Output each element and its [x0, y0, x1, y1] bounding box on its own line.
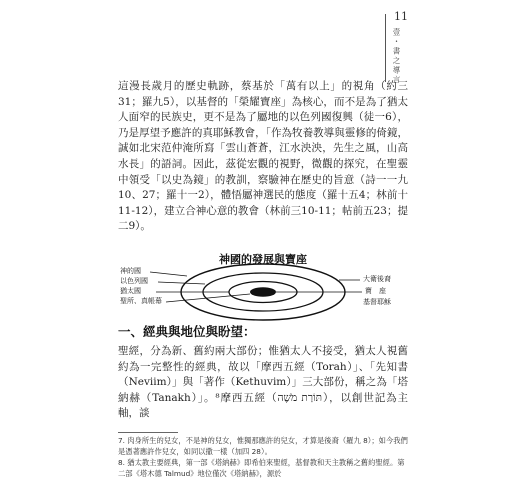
kingdom-throne-diagram [118, 262, 408, 322]
label-judah: 猶太國 [120, 287, 141, 295]
left-pointer-4 [166, 294, 250, 302]
header-rule [385, 14, 386, 82]
section-heading: 一、經典與地位與盼望： [118, 324, 256, 339]
footnote-7: 7. 肉身所生的兒女，不是神的兒女，惟獨那應許的兒女，才算是後裔（羅九 8）；如今我們是憑著應許作兒女，如同以撒一樣（加四 28）。 [118, 436, 408, 456]
core-ellipse [250, 287, 276, 297]
section-paragraph: 聖經，分為新、舊約兩大部份；惟猶太人不接受，猶太人視舊約為一完整性的經典，故以「摩西五經（Torah）」、「先知書（Neviim）」與「著作（Kethuvim）」三大部份，稱之為「塔納赫（Tanakh）」。⁸摩西五經（תּוֹרַת מֹשֶׁה），以創世記為主軸，談 [118, 345, 409, 420]
left-pointer-2 [158, 282, 205, 284]
running-head: 壹・書之導言 [392, 28, 401, 85]
page-number: 11 [394, 10, 408, 23]
label-israel: 以色列國 [120, 277, 148, 285]
left-pointer-1 [150, 272, 187, 276]
label-david-descendant: 大衛後裔 [363, 275, 391, 283]
label-throne: 寶 座 [365, 287, 386, 295]
footnote-rule [118, 432, 178, 433]
label-sanctuary: 聖所、真帳幕 [120, 297, 162, 305]
footnote-8: 8. 猶太教主要經典，第一部《塔納赫》即希伯來聖經，基督教和天主教稱之舊約聖經。第二部《塔木德 Talmud》地位僅次《塔納赫》，源於 [118, 458, 405, 478]
diagram-title: 神國的發展與寶座 [219, 253, 307, 266]
label-kingdom-of-god: 神的國 [120, 267, 141, 275]
label-christ-jesus: 基督耶穌 [363, 298, 391, 306]
body-paragraph: 這漫長歲月的歷史軌跡，蔡基於「萬有以上」的視角（約三31；羅九5），以基督的「榮耀寶座」為核心，而不是為了猶太人面窄的民族史，更不是為了屬地的以色列國復興（徒一6），乃是厚望予應許的真耶穌教會，「作為牧養教導與靈修的倚鏡，誠如北宋范仲淹所寫「雲山蒼蒼，江水泱泱，先生之風，山高水長」的語詞。因此，茲從宏觀的視野，微觀的探究，在聖靈中領受「以史為鏡」的教訓，察驗神在歷史的旨意（詩一一九10、27；羅十一2），體悟屬神選民的態度（羅十五4；林前十11-12），建立合神心意的教會（林前三10-11；帖前五23；提二9）。 [118, 80, 408, 233]
footnotes [118, 436, 408, 480]
